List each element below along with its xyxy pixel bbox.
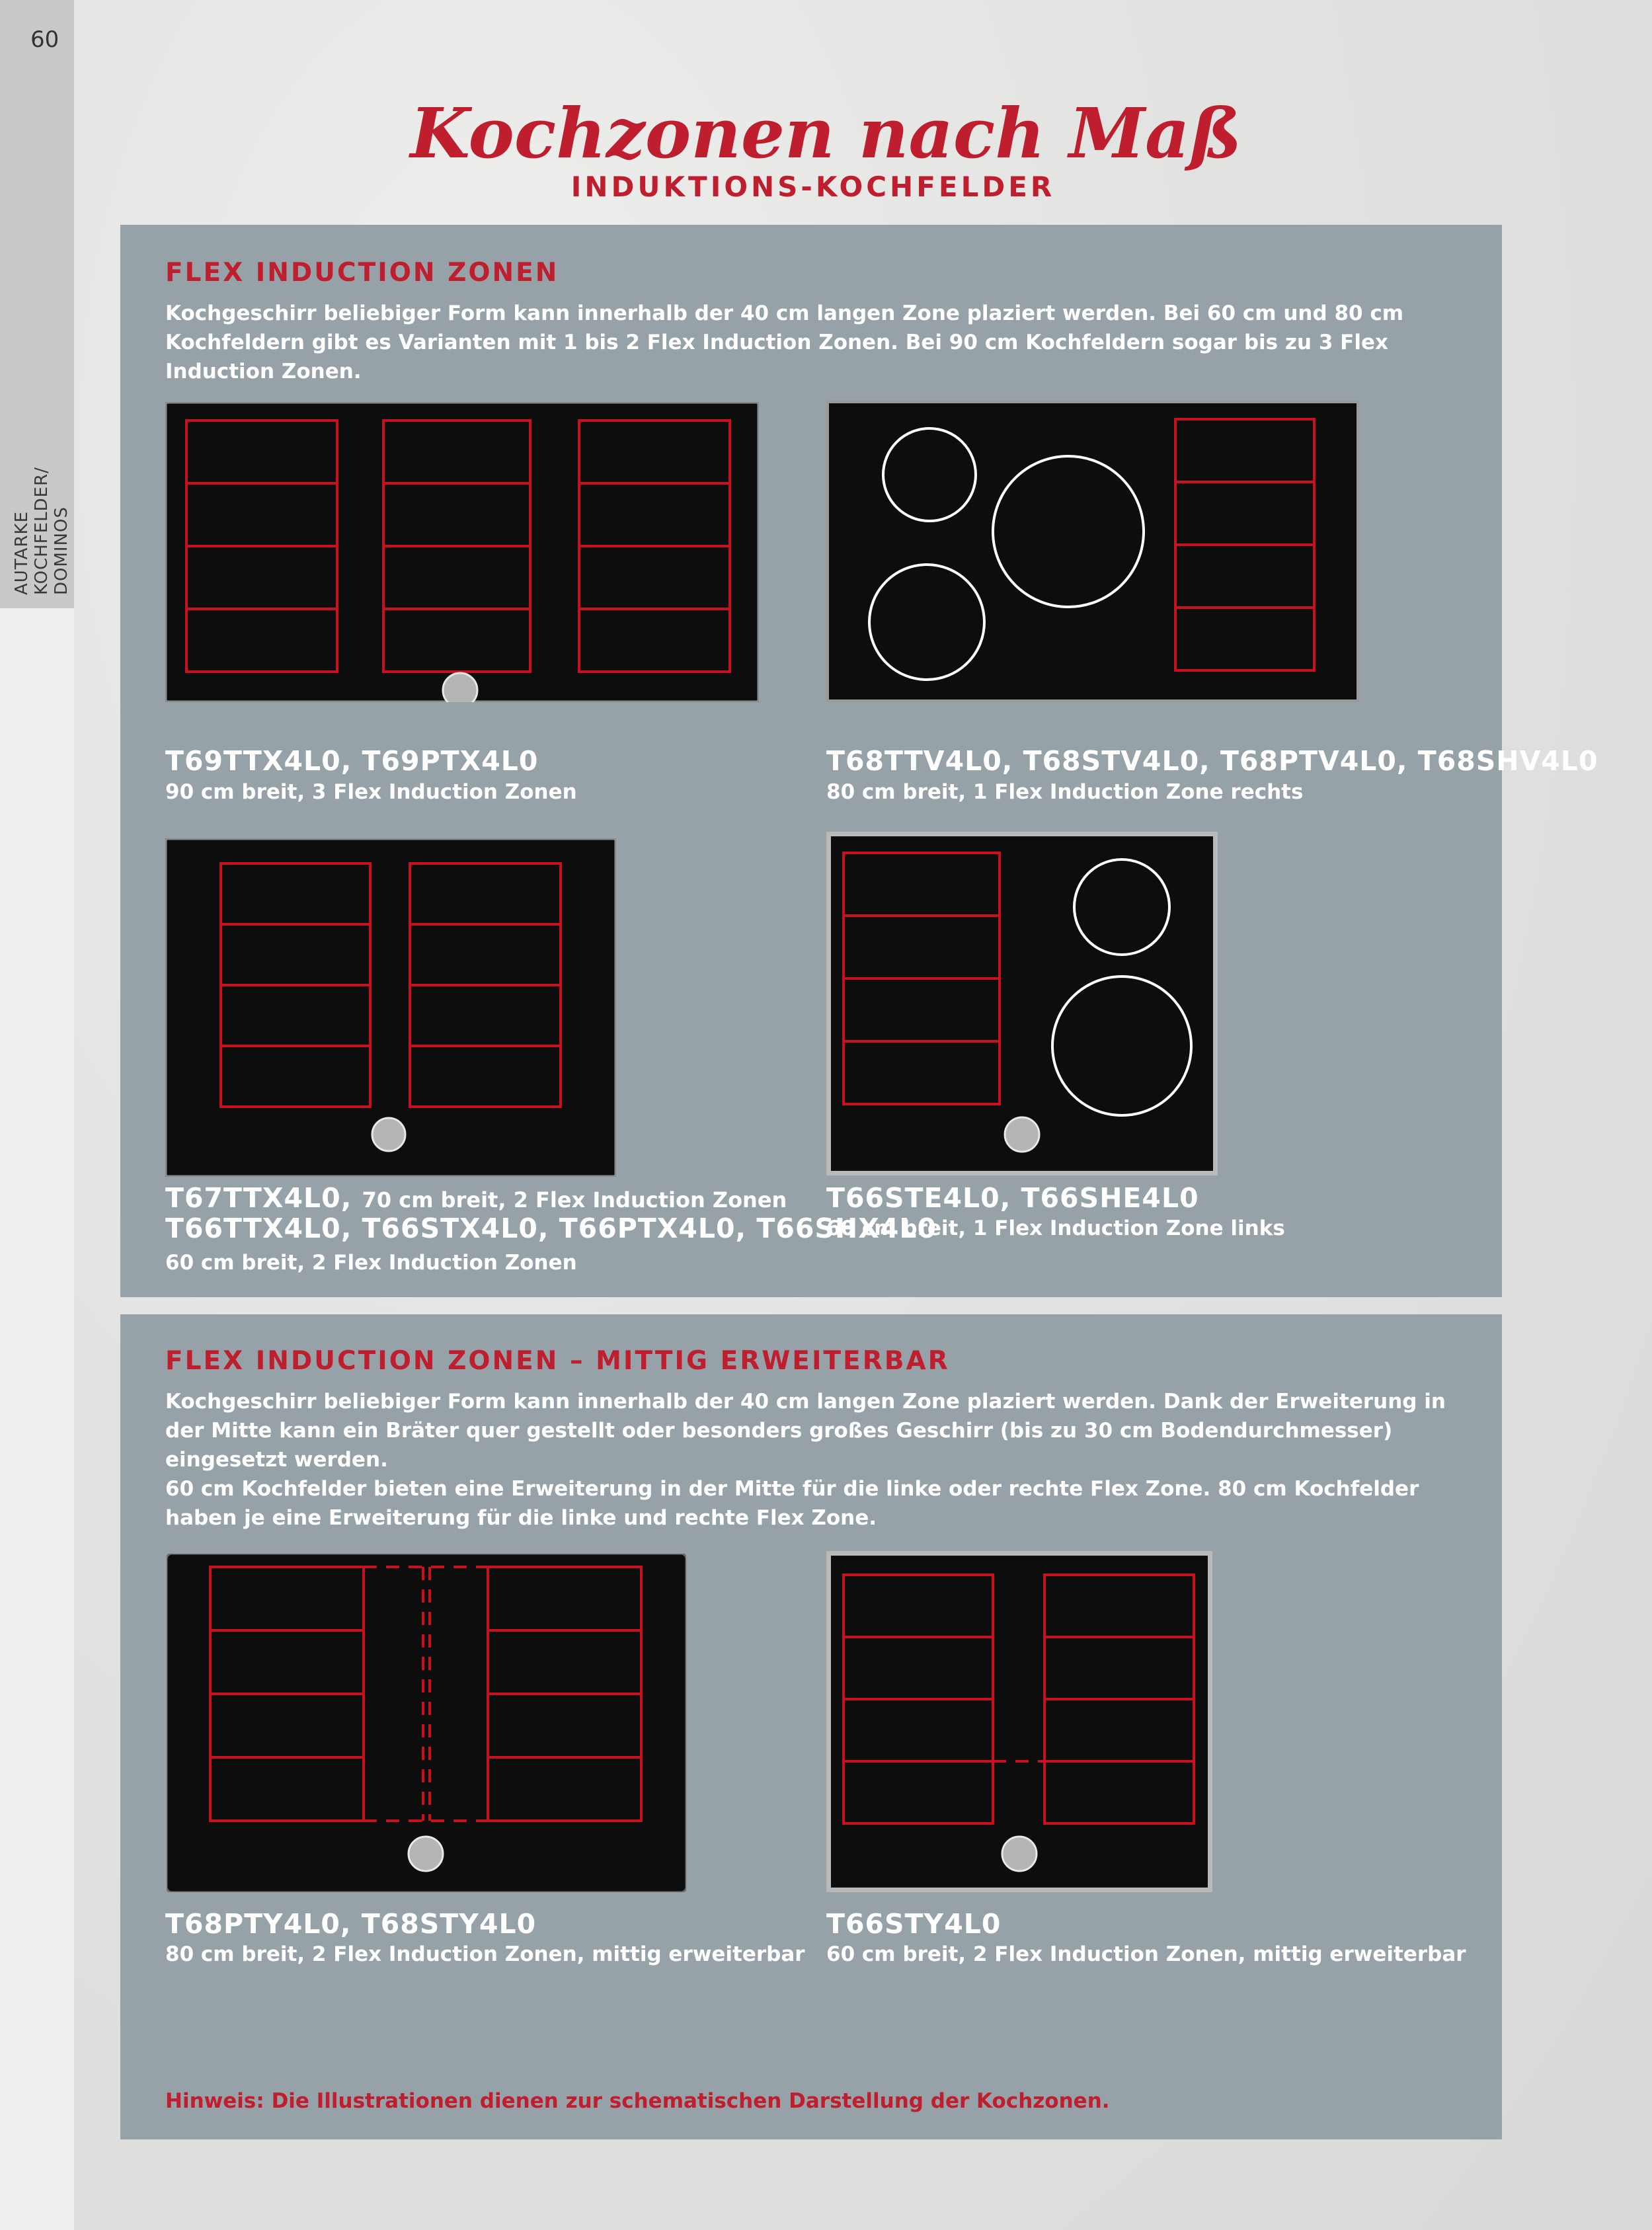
footnote: Hinweis: Die Illustrationen dienen zur schematischen Darstellung der Kochzonen. (165, 2089, 1110, 2113)
cooktop-image (165, 838, 616, 1177)
twist-pad-knob-icon (1002, 1837, 1037, 1871)
model-description: 60 cm breit, 2 Flex Induction Zonen (165, 1251, 577, 1275)
model-number (165, 1182, 787, 1214)
model-number: T68PTY4L0, T68STY4L0 (165, 1908, 537, 1940)
cooktop-image (826, 1551, 1212, 1892)
page-subtitle: INDUKTIONS-KOCHFELDER (570, 171, 1056, 203)
section-text: Kochgeschirr beliebiger Form kann innerhalb der 40 cm langen Zone plaziert werden. Dank der Erweiterung in der Mitte kann ein Bräter quer gestellt oder besonders großes Geschirr (bis zu 30 cm Bodendurchmesser) eingesetzt werden. 60 cm Kochfelder bieten eine Erweiterung in der Mitte für die linke oder rechte Flex Zone. 80 cm Kochfelder haben je eine Erweiterung für die linke und rechte Flex Zone. (165, 1390, 1446, 1530)
section-title: FLEX INDUCTION ZONEN (165, 258, 559, 288)
section-flex-expandable (120, 1314, 1502, 2139)
cooktop-image (826, 832, 1218, 1175)
section-title: FLEX INDUCTION ZONEN – MITTIG ERWEITERBAR (165, 1346, 950, 1376)
model-description: 90 cm breit, 3 Flex Induction Zonen (165, 780, 577, 804)
model-description: 60 cm breit, 1 Flex Induction Zone links (826, 1216, 1285, 1240)
model-number-first: T67TTX4L0, (165, 1182, 352, 1214)
model-description: 80 cm breit, 1 Flex Induction Zone rechts (826, 780, 1304, 804)
section-flex-induction (120, 225, 1598, 1297)
model-number: T66STE4L0, T66SHE4L0 (826, 1182, 1199, 1214)
cooktop-image (165, 402, 759, 702)
chapter-label: AUTARKE KOCHFELDER/ DOMINOS (12, 467, 71, 595)
model-description: 80 cm breit, 2 Flex Induction Zonen, mittig erweiterbar (165, 1942, 805, 1966)
page-number: 60 (30, 26, 59, 53)
section-text: Kochgeschirr beliebiger Form kann innerhalb der 40 cm langen Zone plaziert werden. Bei 60 cm und 80 cm Kochfeldern gibt es Varianten mit 1 bis 2 Flex Induction Zonen. Bei 90 cm Kochfeldern sogar bis zu 3 Flex Induction Zonen. (165, 301, 1404, 383)
model-number: T66TTX4L0, T66STX4L0, T66PTX4L0, T66SHX4L0 (165, 1213, 937, 1244)
twist-pad-knob-icon (1005, 1117, 1039, 1152)
model-number: T68TTV4L0, T68STV4L0, T68PTV4L0, T68SHV4L0 (826, 745, 1598, 777)
model-description: 60 cm breit, 2 Flex Induction Zonen, mittig erweiterbar (826, 1942, 1466, 1966)
model-number: T69TTX4L0, T69PTX4L0 (165, 745, 539, 777)
twist-pad-knob-icon (372, 1118, 405, 1151)
cooktop-image (167, 1554, 686, 1892)
model-number: T66STY4L0 (826, 1908, 1002, 1940)
page-title: Kochzonen nach Maß (410, 93, 1242, 174)
twist-pad-knob-icon (409, 1837, 443, 1871)
twist-pad-knob-icon (443, 673, 477, 702)
cooktop-image (826, 401, 1359, 702)
sidebar (0, 0, 74, 2230)
model-inline-desc: 70 cm breit, 2 Flex Induction Zonen (362, 1187, 787, 1213)
